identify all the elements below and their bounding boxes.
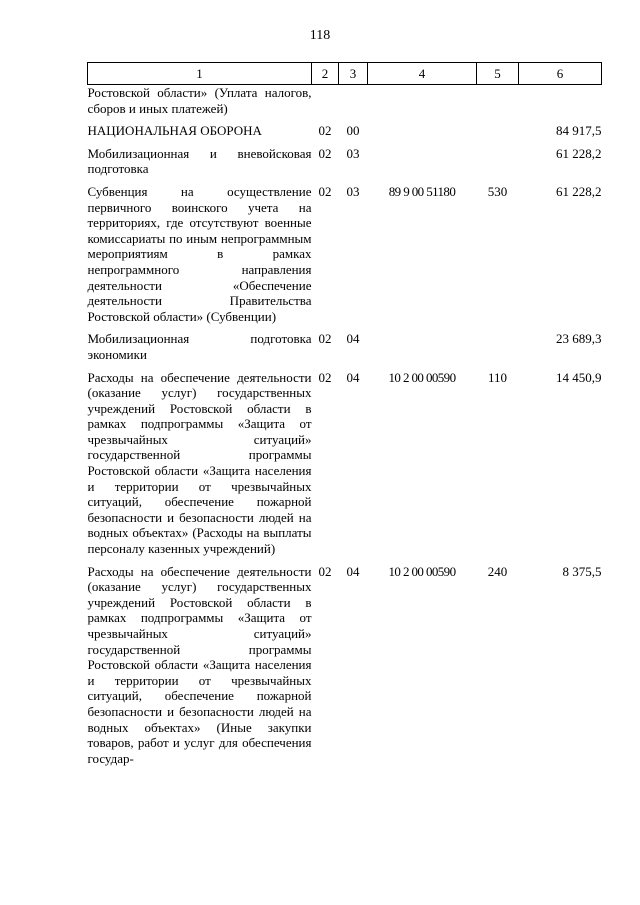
row-amount: 14 450,9 <box>556 369 602 385</box>
row-amount: 61 228,2 <box>556 145 602 161</box>
header-col-6: 6 <box>519 63 602 85</box>
row-target-article: 89 9 00 51180 <box>388 183 456 199</box>
row-target-article: 10 2 00 00590 <box>388 563 456 579</box>
row-section <box>312 85 339 117</box>
row-name: Мобилизационная и вневойсковая подготовка <box>87 145 312 177</box>
row-target-article: 10 2 00 00590 <box>388 369 456 385</box>
row-expense-type: 110 <box>487 369 508 385</box>
row-name: Ростовской области» (Уплата налогов, сборов и иных платежей) <box>87 85 312 116</box>
row-subsection: 04 <box>346 369 360 385</box>
table-row <box>88 85 602 117</box>
table-row <box>88 139 602 177</box>
header-col-3: 3 <box>339 63 368 85</box>
table-row <box>88 116 602 139</box>
header-col-1: 1 <box>88 63 312 85</box>
row-amount: 23 689,3 <box>556 331 602 347</box>
row-target-article <box>368 139 477 177</box>
row-amount <box>519 85 602 117</box>
row-target-article <box>368 116 477 139</box>
row-subsection <box>339 85 368 117</box>
header-col-4: 4 <box>368 63 477 85</box>
row-section: 02 <box>318 183 332 199</box>
row-amount: 84 917,5 <box>556 123 602 139</box>
row-amount: 61 228,2 <box>556 183 602 199</box>
row-amount: 8 375,5 <box>562 563 602 579</box>
budget-table <box>87 62 602 766</box>
row-subsection: 00 <box>346 123 360 139</box>
row-section: 02 <box>318 123 332 139</box>
row-name: НАЦИОНАЛЬНАЯ ОБОРОНА <box>87 123 262 139</box>
row-subsection: 04 <box>346 331 360 347</box>
row-name: Расходы на обеспечение деятельности (оказание услуг) государственных учреждений Ростовской области в рамках подпрограммы «Защита от чрезвычайных ситуаций» государственной программы Ростовской области «Защита населения и территории от чрезвычайных ситуаций, обеспечение пожарной безопасности и безопасности людей на водных объектах» (Расходы на выплаты персоналу казенных учреждений) <box>87 369 312 557</box>
row-subsection: 04 <box>346 563 360 579</box>
row-expense-type <box>477 324 519 362</box>
row-section: 02 <box>318 331 332 347</box>
row-name: Мобилизационная подготовка экономики <box>87 331 312 362</box>
header-col-5: 5 <box>477 63 519 85</box>
table-row <box>88 324 602 362</box>
row-section: 02 <box>318 145 332 161</box>
row-name: Расходы на обеспечение деятельности (оказание услуг) государственных учреждений Ростовской области в рамках подпрограммы «Защита от чрезвычайных ситуаций» государственной программы Ростовской области «Защита населения и территории от чрезвычайных ситуаций, обеспечение пожарной безопасности и безопасности людей на водных объектах» (Иные закупки товаров, работ и услуг для обеспечения государ- <box>87 563 312 766</box>
row-name: Субвенция на осуществление первичного воинского учета на территориях, где отсутствуют военные комиссариаты по иным непрограммным мероприятиям в рамках непрограммного направления деятельности «Обеспечение деятельности Правительства Ростовской области» (Субвенции) <box>87 183 312 324</box>
row-target-article <box>368 324 477 362</box>
row-expense-type <box>477 139 519 177</box>
row-target-article <box>368 85 477 117</box>
table-row <box>88 363 602 557</box>
table-row <box>88 177 602 324</box>
table-row <box>88 557 602 767</box>
row-section: 02 <box>318 369 332 385</box>
row-expense-type <box>477 85 519 117</box>
row-expense-type: 530 <box>487 183 508 199</box>
row-subsection: 03 <box>346 145 360 161</box>
header-col-2: 2 <box>312 63 339 85</box>
table-header-row <box>88 63 602 85</box>
row-section: 02 <box>318 563 332 579</box>
page-number: 118 <box>309 28 331 43</box>
row-expense-type <box>477 116 519 139</box>
row-subsection: 03 <box>346 183 360 199</box>
row-expense-type: 240 <box>487 563 508 579</box>
